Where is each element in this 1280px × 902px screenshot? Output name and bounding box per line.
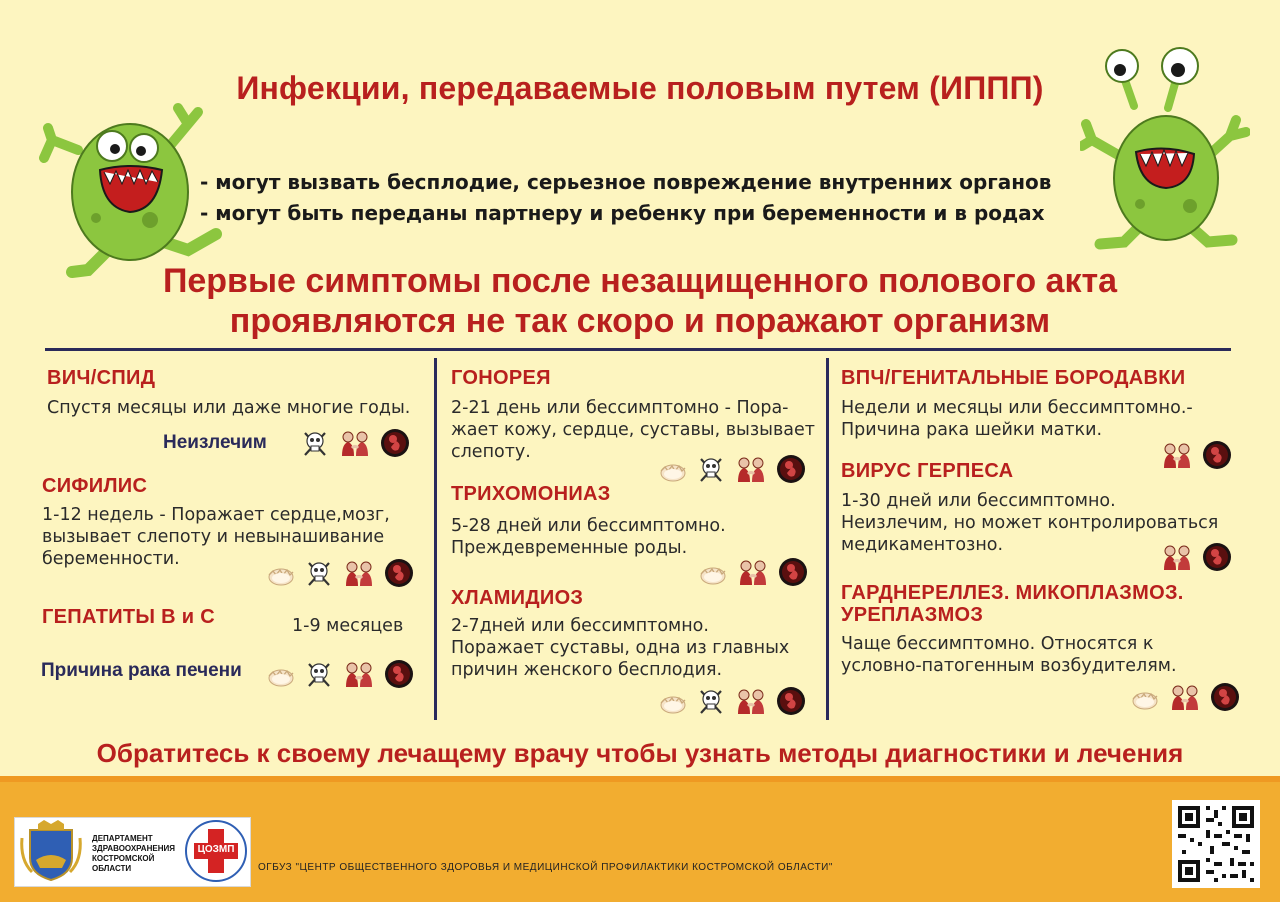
footer-stripe xyxy=(0,776,1280,782)
fetus-icon xyxy=(1202,440,1232,470)
disease-syphilis-text: 1-12 недель - Поражает сердце,мозг, вызывает слепоту и невынашивание беременности. xyxy=(42,505,390,569)
eggshell-icon xyxy=(1130,682,1160,712)
hiv-icons xyxy=(300,428,410,458)
skull-icon xyxy=(300,428,330,458)
chlamydia-icons xyxy=(658,686,806,716)
coat-of-arms-icon xyxy=(18,820,84,882)
skull-icon xyxy=(696,686,726,716)
disease-hpv-title: ВПЧ/ГЕНИТАЛЬНЫЕ БОРОДАВКИ xyxy=(841,367,1186,389)
hpv-icons xyxy=(1160,440,1232,470)
disease-gonorrhea-title: ГОНОРЕЯ xyxy=(451,367,551,389)
couple-icon xyxy=(734,454,768,484)
call-to-action: Обратитесь к своему лечащему врачу чтобы узнать методы диагностики и лечения xyxy=(96,738,1184,768)
headline-line-1: Первые симптомы после незащищенного полового акта xyxy=(162,262,1118,300)
couple-icon xyxy=(342,558,376,588)
headline-line-2: проявляются не так скоро и поражают организм xyxy=(229,302,1051,340)
czmp-logo-text: ЦОЗМП xyxy=(197,844,235,855)
divider-vertical-2 xyxy=(826,358,829,720)
disease-syphilis-title: СИФИЛИС xyxy=(42,475,148,497)
bullet-transmission: - могут быть переданы партнеру и ребенку при беременности и в родах xyxy=(200,201,1045,225)
eggshell-icon xyxy=(266,558,296,588)
fetus-icon xyxy=(380,428,410,458)
couple-icon xyxy=(734,686,768,716)
skull-icon xyxy=(696,454,726,484)
eggshell-icon xyxy=(266,659,296,689)
disease-herpes-text: 1-30 дней или бессимптомно. Неизлечим, но может контролироваться медикаментозно. xyxy=(841,491,1219,555)
fetus-icon xyxy=(384,659,414,689)
fetus-icon xyxy=(776,454,806,484)
couple-icon xyxy=(1160,542,1194,572)
qr-code-icon[interactable] xyxy=(1172,800,1260,888)
trichomoniasis-icons xyxy=(698,557,808,587)
disease-gonorrhea-text: 2-21 день или бессимптомно - Пора- жает кожу, сердце, суставы, вызывает слепоту. xyxy=(451,398,815,462)
disease-hiv-title: ВИЧ/СПИД xyxy=(47,367,156,389)
department-name: ДЕПАРТАМЕНТ ЗДРАВООХРАНЕНИЯ КОСТРОМСКОЙ ОБЛАСТИ xyxy=(92,834,175,873)
fetus-icon xyxy=(1210,682,1240,712)
disease-gardnerella-text: Чаще бессимптомно. Относятся к условно-патогенным возбудителям. xyxy=(841,634,1177,676)
germ-mascot-right-icon xyxy=(1080,36,1250,254)
fetus-icon xyxy=(1202,542,1232,572)
skull-icon xyxy=(304,659,334,689)
couple-icon xyxy=(342,659,376,689)
bullet-infertility: - могут вызвать бесплодие, серьезное повреждение внутренних органов xyxy=(200,170,1052,194)
divider-vertical-1 xyxy=(434,358,437,720)
divider-horizontal xyxy=(45,348,1231,351)
page-title: Инфекции, передаваемые половым путем (ИППП) xyxy=(236,70,1044,106)
fetus-icon xyxy=(776,686,806,716)
disease-hiv-note: Неизлечим xyxy=(163,432,267,453)
disease-hpv-text: Недели и месяцы или бессимптомно.- Причина рака шейки матки. xyxy=(841,398,1193,440)
organization-name: ОГБУЗ "ЦЕНТР ОБЩЕСТВЕННОГО ЗДОРОВЬЯ И МЕДИЦИНСКОЙ ПРОФИЛАКТИКИ КОСТРОМСКОЙ ОБЛАСТИ" xyxy=(258,862,833,873)
couple-icon xyxy=(1160,440,1194,470)
herpes-icons xyxy=(1160,542,1232,572)
disease-chlamydia-title: ХЛАМИДИОЗ xyxy=(451,587,584,609)
fetus-icon xyxy=(384,558,414,588)
disease-hepatitis-note: Причина рака печени xyxy=(41,660,242,681)
disease-hiv-text: Спустя месяцы или даже многие годы. xyxy=(47,398,411,418)
disease-chlamydia-text: 2-7дней или бессимптомно. Поражает суставы, одна из главных причин женского бесплодия. xyxy=(451,616,790,680)
disease-herpes-title: ВИРУС ГЕРПЕСА xyxy=(841,460,1014,482)
eggshell-icon xyxy=(698,557,728,587)
disease-hepatitis-title: ГЕПАТИТЫ В и С xyxy=(42,606,215,628)
couple-icon xyxy=(1168,682,1202,712)
disease-trichomoniasis-title: ТРИХОМОНИАЗ xyxy=(451,483,611,505)
gardnerella-icons xyxy=(1130,682,1240,712)
eggshell-icon xyxy=(658,454,688,484)
eggshell-icon xyxy=(658,686,688,716)
disease-hepatitis-period: 1-9 месяцев xyxy=(292,616,404,636)
gonorrhea-icons xyxy=(658,454,806,484)
disease-gardnerella-title: ГАРДНЕРЕЛЛЕЗ. МИКОПЛАЗМОЗ. УРЕПЛАЗМОЗ xyxy=(841,582,1184,626)
couple-icon xyxy=(736,557,770,587)
couple-icon xyxy=(338,428,372,458)
skull-icon xyxy=(304,558,334,588)
disease-trichomoniasis-text: 5-28 дней или бессимптомно. Преждевременные роды. xyxy=(451,516,726,558)
syphilis-icons xyxy=(266,558,414,588)
hepatitis-icons xyxy=(266,659,414,689)
fetus-icon xyxy=(778,557,808,587)
